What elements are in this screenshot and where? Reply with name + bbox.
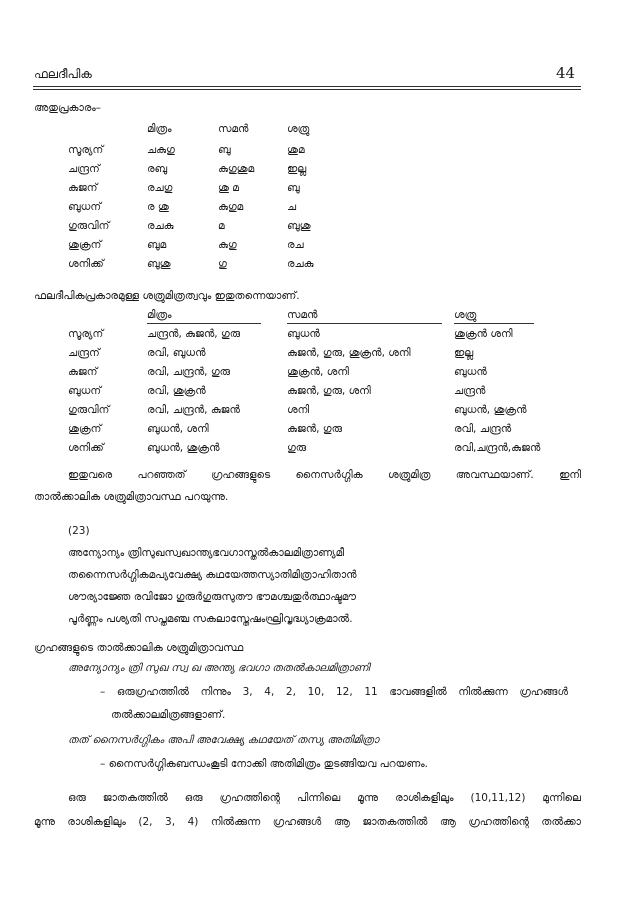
s1-row-planet: ശനിക്ക് bbox=[68, 258, 104, 270]
s2-row-shatru: ബുധൻ bbox=[454, 366, 487, 378]
s2-header-saman: സമൻ bbox=[287, 309, 442, 324]
verse-line: ശൗര്യാജ്ഞേ രവിജോ ഗുരുർഗുരുസുതൗ ഭൗമശ്ചതുർത്ഥാഷ്ടമൗ bbox=[68, 591, 356, 603]
s1-row-mitram: രചഗു bbox=[147, 182, 173, 194]
s2-row-shatru: രവി,ചന്ദ്രൻ,കുജൻ bbox=[454, 442, 541, 454]
page-number: 44 bbox=[556, 64, 576, 82]
s1-header-shatru: ശത്രു bbox=[287, 123, 310, 135]
verse-number: (23) bbox=[68, 525, 90, 537]
s2-row-mitram: ചന്ദ്രൻ, കുജൻ, ഗുരു bbox=[147, 328, 241, 340]
s2-row-planet: ശനിക്ക് bbox=[68, 442, 104, 454]
s2-row-mitram: രവി, ചന്ദ്രൻ, കുജൻ bbox=[147, 404, 240, 416]
s1-row-planet: ചന്ദ്രന് bbox=[68, 163, 100, 175]
s2-row-mitram: രവി, ശുക്രൻ bbox=[147, 385, 206, 397]
s2-row-saman: ശുക്രൻ, ശനി bbox=[287, 366, 349, 378]
s1-row-saman: മ bbox=[218, 220, 225, 232]
s1-row-saman: കുഗുശുമ bbox=[218, 163, 255, 175]
s1-row-mitram: രചകു bbox=[147, 220, 174, 232]
s2-header-shatru: ശത്രു bbox=[454, 309, 534, 324]
s2-row-saman: കുജൻ, ഗുരു bbox=[287, 423, 342, 435]
paragraph1-line2: താൽക്കാലിക ശത്രുമിത്രാവസ്ഥ പറയുന്നു. bbox=[34, 491, 229, 503]
header-rule-top bbox=[33, 86, 581, 87]
commentary-phrase2: തത് നൈസർഗ്ഗികം അപി അവേക്ഷ്യ കഥയേത് തസ്യ അതിമിത്രാ bbox=[68, 734, 379, 746]
verse-line: തന്നൈസർഗ്ഗികമപ്യവേക്ഷ്യ കഥയേത്തസ്യാതിമിത്രാഹിതാൻ bbox=[68, 569, 357, 581]
paragraph1-line1: ഇതുവരെ പറഞ്ഞത് ഗ്രഹങ്ങളുടെ നൈസർഗ്ഗിക ശത്രുമിത്ര അവസ്ഥയാണ്. ഇനി bbox=[68, 469, 581, 481]
header-rule-bottom bbox=[33, 89, 581, 90]
s2-row-shatru: ചന്ദ്രൻ bbox=[454, 385, 486, 397]
s1-row-planet: ബുധന് bbox=[68, 201, 102, 213]
s1-row-mitram: ബുശു bbox=[147, 258, 171, 270]
s2-row-mitram: രവി, ചന്ദ്രൻ, ഗുരു bbox=[147, 366, 230, 378]
s1-row-mitram: ബുമ bbox=[147, 239, 167, 251]
s2-row-shatru: ബുധൻ, ശുക്രൻ bbox=[454, 404, 527, 416]
s2-row-shatru: ഇല്ല bbox=[454, 347, 474, 359]
s2-row-saman: ശനി bbox=[287, 404, 310, 416]
s1-row-saman: കുഗു bbox=[218, 239, 237, 251]
s2-row-planet: ശുക്രന് bbox=[68, 423, 102, 435]
s1-row-shatru: രച bbox=[287, 239, 304, 251]
paragraph2-line2: മൂന്നു രാശികളിലും (2, 3, 4) നിൽക്കുന്ന ഗ്രഹങ്ങൾ ആ ജാതകത്തിൽ ആ ഗ്രഹത്തിന്റെ തൽക്കാ bbox=[34, 816, 581, 828]
s1-row-planet: സൂര്യന് bbox=[68, 144, 104, 156]
section1-intro: അതുപ്രകാരം– bbox=[34, 102, 102, 114]
s1-row-mitram: ര ശു bbox=[147, 201, 169, 213]
s1-row-saman: ശു മ bbox=[218, 182, 239, 194]
s2-row-planet: ഗുരുവിന് bbox=[68, 404, 110, 416]
s2-row-shatru: രവി, ചന്ദ്രൻ bbox=[454, 423, 512, 435]
s1-row-shatru: ബു bbox=[287, 182, 300, 194]
commentary-gloss2: – നൈസർഗ്ഗികബന്ധംകൂടി നോക്കി അതിമിത്രം തുടങ്ങിയവ പറയണം. bbox=[100, 758, 428, 770]
s2-row-planet: ബുധന് bbox=[68, 385, 102, 397]
s1-row-shatru: ശുമ bbox=[287, 144, 305, 156]
verse-line: അന്യോന്യം ത്രിസുഖസ്വഖാന്ത്യഭവഗാസ്തൽകാലമിത്രാണ്യമീ bbox=[68, 547, 345, 559]
s2-row-mitram: ബുധൻ, ശുക്രൻ bbox=[147, 442, 220, 454]
section2-intro: ഫലദീപികപ്രകാരമുള്ള ശത്രുമിത്രത്വവും ഇതുതന്നെയാണ്. bbox=[34, 290, 300, 302]
s1-row-saman: കുഗുമ bbox=[218, 201, 244, 213]
s1-row-mitram: രബു bbox=[147, 163, 168, 175]
s2-header-mitram: മിത്രം bbox=[147, 309, 261, 324]
s2-row-saman: കുജൻ, ഗുരു, ശുക്രൻ, ശനി bbox=[287, 347, 411, 359]
s1-row-planet: ശുക്രന് bbox=[68, 239, 102, 251]
s1-row-shatru: ഇല്ല bbox=[287, 163, 307, 175]
commentary-phrase1: അന്യോന്യം ത്രി സുഖ സ്വ ഖ അന്ത്യ ഭവഗാ തതൽകാലമിത്രാണി bbox=[68, 662, 370, 674]
verse-line: പൂർണ്ണം പശ്യതി സപ്തമഞ്ച സകലാസ്തേഷംഘ്രിവൃദ്ധ്യാക്രമാൽ. bbox=[68, 613, 353, 625]
s2-row-saman: ഗുരു bbox=[287, 442, 307, 454]
s2-row-saman: ബുധൻ bbox=[287, 328, 320, 340]
s1-row-shatru: രചകു bbox=[287, 258, 314, 270]
s2-row-planet: സൂര്യന് bbox=[68, 328, 104, 340]
s2-row-mitram: ബുധൻ, ശനി bbox=[147, 423, 209, 435]
s1-row-saman: ഗു bbox=[218, 258, 227, 270]
paragraph2-line1: ഒരു ജാതകത്തിൽ ഒരു ഗ്രഹത്തിന്റെ പിന്നിലെ മൂന്നു രാശികളിലും (10,11,12) മുന്നിലെ bbox=[68, 792, 581, 804]
commentary-heading: ഗ്രഹങ്ങളുടെ താൽക്കാലിക ശത്രുമിത്രാവസ്ഥ bbox=[34, 642, 244, 654]
s2-row-shatru: ശുക്രൻ ശനി bbox=[454, 328, 513, 340]
s1-row-shatru: ച bbox=[287, 201, 297, 213]
s2-row-saman: കുജൻ, ഗുരു, ശനി bbox=[287, 385, 371, 397]
s1-row-planet: കുജന് bbox=[68, 182, 98, 194]
s1-header-mitram: മിത്രം bbox=[147, 123, 172, 135]
s2-row-planet: ചന്ദ്രന് bbox=[68, 347, 100, 359]
s1-header-saman: സമൻ bbox=[218, 123, 249, 135]
s2-row-planet: കുജന് bbox=[68, 366, 98, 378]
running-header-title: ഫലദീപിക bbox=[34, 67, 92, 81]
s1-row-planet: ഗുരുവിന് bbox=[68, 220, 110, 232]
s1-row-mitram: ചകുഗു bbox=[147, 144, 175, 156]
s2-row-mitram: രവി, ബുധൻ bbox=[147, 347, 206, 359]
s1-row-shatru: ബുശു bbox=[287, 220, 311, 232]
commentary-gloss1-line1: – ഒരുഗ്രഹത്തിൽ നിന്നും 3, 4, 2, 10, 12, 11 ഭാവങ്ങളിൽ നിൽക്കുന്ന ഗ്രഹങ്ങൾ bbox=[100, 686, 568, 698]
commentary-gloss1-line2: തൽക്കാലമിത്രങ്ങളാണ്. bbox=[111, 709, 226, 721]
s1-row-saman: ബു bbox=[218, 144, 231, 156]
